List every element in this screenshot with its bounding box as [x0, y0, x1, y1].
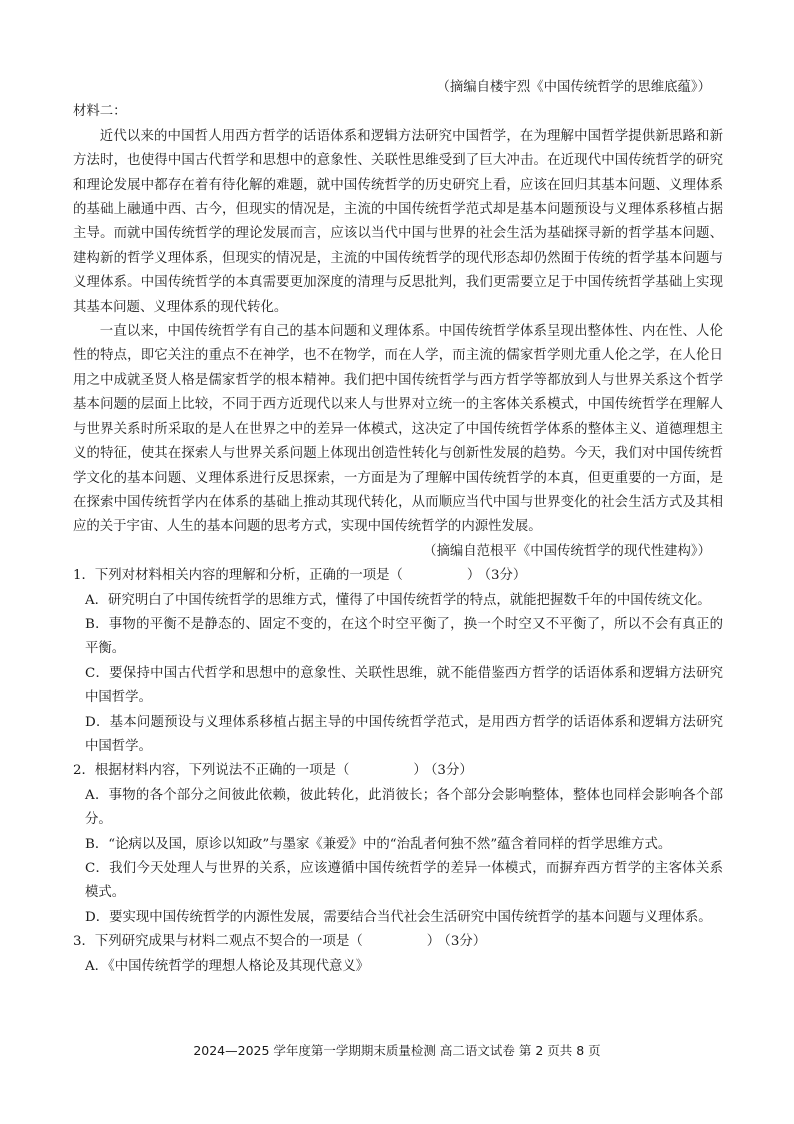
option-a: A．《中国传统哲学的理想人格论及其现代意义》 [85, 958, 370, 974]
option-b: B．事物的平衡不是静态的、固定不变的，在这个时空平衡了，换一个时空又不平衡了，所以不会有真正的平衡。 [85, 616, 723, 657]
question-3 [73, 930, 723, 979]
material-2-paragraph-1: 近代以来的中国哲人用西方哲学的话语体系和逻辑方法研究中国哲学，在为理解中国哲学提供新思路和新方法时，也使得中国古代哲学和思想中的意象性、关联性思维受到了巨大冲击。在近现代中国传统哲学的研究和理论发展中都存在着有待化解的难题，就中国传统哲学的历史研究上看，应该在回归其基本问题、义理体系的基础上融通中西、古今，但现实的情况是，主流的中国传统哲学范式却是基本问题预设与义理体系移植占据主导。而就中国传统哲学的理论发展而言，应该以当代中国与世界的社会生活为基础探寻新的哲学基本问题、建构新的哲学义理体系，但现实的情况是，主流的中国传统哲学的现代形态却仍然囿于传统的哲学基本问题与义理体系。中国传统哲学的本真需要更加深度的清理与反思批判，我们更需要立足于中国传统哲学基础上实现其基本问题、义理体系的现代转化。 [73, 128, 723, 315]
question-stem: 1．下列对材料相关内容的理解和分析，正确的一项是（ ） （3分） [73, 568, 527, 584]
question-points: （3分） [430, 763, 473, 779]
question-stem: 2．根据材料内容，下列说法不正确的一项是（ ） （3分） [73, 763, 473, 779]
option-b: B．“论病以及国，原诊以知政”与墨家《兼爱》中的“治乱者何独不然”蕴含着同样的哲学思维方式。 [85, 836, 672, 852]
material-2-paragraph-2: 一直以来，中国传统哲学有自己的基本问题和义理体系。中国传统哲学体系呈现出整体性、内在性、人伦性的特点，即它关注的重点不在神学，也不在物学，而在人学，而主流的儒家哲学则尤重人伦之学，在人伦日用之中成就圣贤人格是儒家哲学的根本精神。我们把中国传统哲学与西方哲学等都放到人与世界关系这个哲学基本问题的层面上比较，不同于西方近现代以来人与世界对立统一的主客体关系模式，中国传统哲学在理解人与世界关系时所采取的是人在世界之中的差异一体模式，这决定了中国传统哲学体系的整体主义、道德理想主义的特征，使其在探索人与世界关系问题上体现出创造性转化与创新性发展的趋势。今天，我们对中国传统哲学文化的基本问题、义理体系进行反思探索，一方面是为了理解中国传统哲学的本真，但更重要的一方面，是在探索中国传统哲学内在体系的基础上推动其现代转化，从而顺应当代中国与世界变化的社会生活方式及其相应的关于宇宙、人生的基本问题的思考方式，实现中国传统哲学的内源性发展。 [73, 324, 723, 535]
option-d: D．要实现中国传统哲学的内源性发展，需要结合当代社会生活研究中国传统哲学的基本问题与义理体系。 [85, 909, 712, 925]
question-1 [73, 564, 723, 759]
option-c: C．要保持中国古代哲学和思想中的意象性、关联性思维，就不能借鉴西方哲学的话语体系和逻辑方法研究中国哲学。 [85, 665, 723, 706]
question-points: （3分） [484, 568, 527, 584]
question-points: （3分） [444, 934, 487, 950]
page-footer: 2024—2025 学年度第一学期期末质量检测 高二语文试卷 第 2 页共 8 页 [193, 1043, 601, 1058]
option-d: D．基本问题预设与义理体系移植占据主导的中国传统哲学范式，是用西方哲学的话语体系和逻辑方法研究中国哲学。 [85, 714, 723, 754]
option-a: A．事物的各个部分之间彼此依赖，彼此转化，此消彼长；各个部分会影响整体，整体也同样会影响各个部分。 [85, 787, 723, 828]
question-2 [73, 759, 723, 930]
document-body [73, 76, 723, 979]
source-citation-1: （摘编自楼宇烈《中国传统哲学的思维底蕴》） [436, 80, 711, 95]
source-citation-2: （摘编自范根平《中国传统哲学的现代性建构》） [423, 543, 711, 559]
question-stem: 3．下列研究成果与材料二观点不契合的一项是（ ） （3分） [73, 934, 487, 950]
material-2-label: 材料二： [73, 104, 127, 120]
option-c: C．我们今天处理人与世界的关系，应该遵循中国传统哲学的差异一体模式，而摒弃西方哲学的主客体关系模式。 [85, 861, 723, 901]
option-a: A．研究明白了中国传统哲学的思维方式，懂得了中国传统哲学的特点，就能把握数千年的中国传统文化。 [85, 592, 711, 608]
